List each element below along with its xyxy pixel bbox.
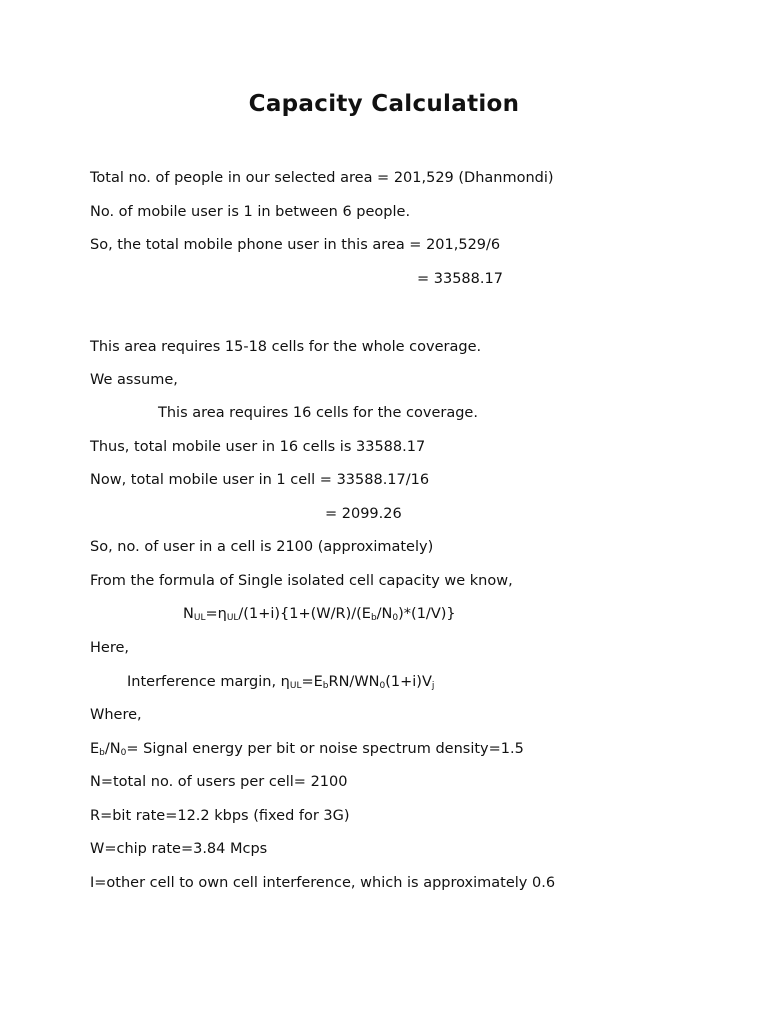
page-title: Capacity Calculation	[248, 91, 520, 117]
interference-b-subscript: b	[322, 681, 329, 691]
formula-interference-margin	[127, 672, 434, 696]
formula-eq-eta: =η	[205, 606, 227, 622]
text-line-we-assume: We assume,	[90, 372, 178, 388]
formula-n: N	[183, 606, 194, 622]
formula-capacity	[183, 604, 456, 628]
formula-zero-subscript: 0	[392, 613, 399, 623]
interference-j-subscript: j	[431, 681, 435, 691]
interference-mid: RN/WN	[328, 674, 380, 690]
definition-n: N=total no. of users per cell= 2100	[90, 774, 348, 790]
formula-part2: /(1+i){1+(W/R)/(E	[238, 606, 371, 622]
text-line-cells-required: This area requires 15-18 cells for the whole coverage.	[90, 339, 482, 355]
text-line-formula-intro: From the formula of Single isolated cell capacity we know,	[90, 573, 513, 589]
text-line-users-1-cell-result: = 2099.26	[325, 506, 402, 522]
definition-w: W=chip rate=3.84 Mcps	[90, 841, 268, 857]
definition-eb-no	[90, 739, 524, 763]
formula-eta-ul-subscript: UL	[226, 613, 239, 623]
text-line-total-users: So, the total mobile phone user in this area = 201,529/6	[90, 237, 501, 253]
text-line-users-approx: So, no. of user in a cell is 2100 (approximately)	[90, 539, 434, 555]
formula-part3: )*(1/V)}	[398, 606, 456, 622]
ebno-zero-subscript: 0	[120, 748, 127, 758]
formula-slash-n: /N	[376, 606, 393, 622]
ebno-e: E	[90, 741, 100, 757]
ebno-slash-n: /N	[104, 741, 121, 757]
text-line-where: Where,	[90, 707, 142, 723]
text-line-total-users-result: = 33588.17	[417, 271, 503, 287]
text-line-assumption: This area requires 16 cells for the coverage.	[158, 405, 478, 421]
formula-ul-subscript: UL	[193, 613, 206, 623]
text-line-population: Total no. of people in our selected area = 201,529 (Dhanmondi)	[90, 170, 554, 186]
definition-r: R=bit rate=12.2 kbps (fixed for 3G)	[90, 808, 350, 824]
interference-ul-subscript: UL	[289, 681, 302, 691]
interference-eq-e: =E	[301, 674, 323, 690]
text-line-users-16-cells: Thus, total mobile user in 16 cells is 33588.17	[90, 439, 426, 455]
ebno-b-subscript: b	[99, 748, 105, 758]
interference-zero-subscript: 0	[379, 681, 386, 691]
interference-tail: (1+i)V	[385, 674, 432, 690]
text-line-users-1-cell: Now, total mobile user in 1 cell = 33588.17/16	[90, 472, 430, 488]
formula-b-subscript: b	[370, 613, 377, 623]
interference-label: Interference margin, η	[127, 674, 290, 690]
text-line-user-ratio: No. of mobile user is 1 in between 6 people.	[90, 204, 411, 220]
definition-i: I=other cell to own cell interference, which is approximately 0.6	[90, 875, 556, 891]
ebno-text: = Signal energy per bit or noise spectrum density=1.5	[126, 741, 524, 757]
text-line-here: Here,	[90, 640, 129, 656]
